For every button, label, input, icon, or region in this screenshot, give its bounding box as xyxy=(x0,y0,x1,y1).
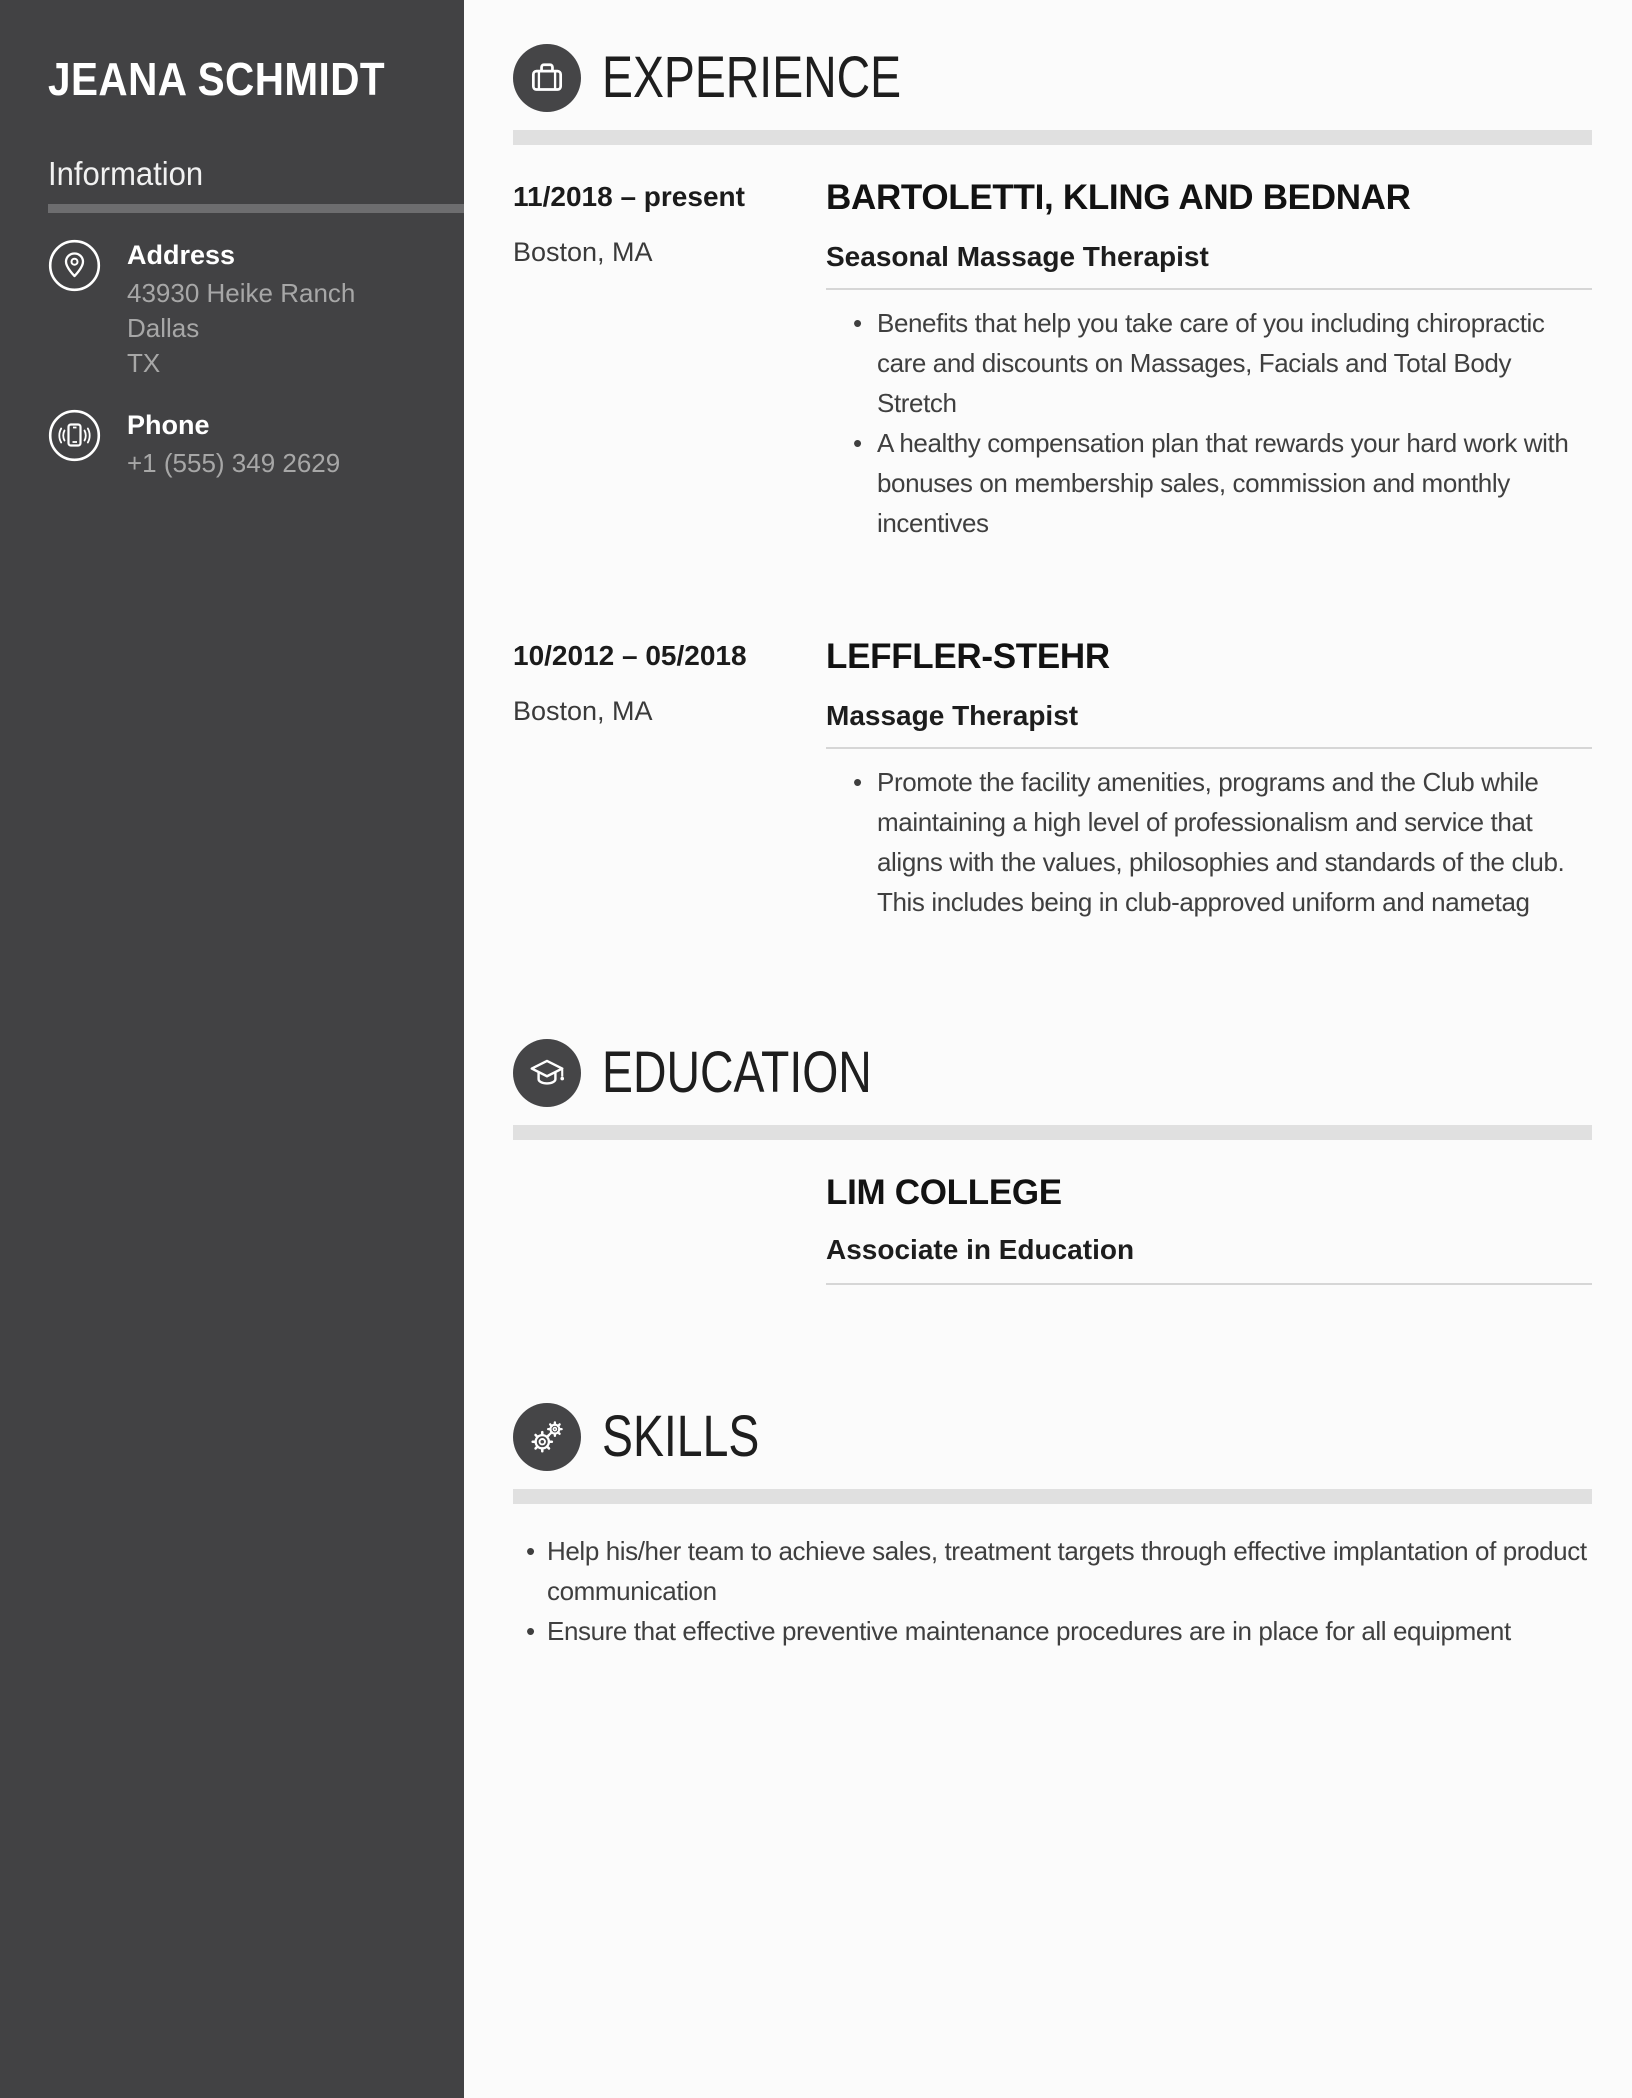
phone-number: +1 (555) 349 2629 xyxy=(127,448,341,479)
graduation-cap-icon xyxy=(513,1039,581,1107)
sidebar xyxy=(0,0,464,2098)
degree-name: Associate in Education xyxy=(826,1233,1135,1265)
experience-entry xyxy=(513,636,1592,922)
location-pin-icon xyxy=(48,239,101,292)
entry-body xyxy=(826,636,1592,922)
entry-divider xyxy=(826,288,1592,290)
contact-phone-text xyxy=(127,409,340,481)
skills-bullet-list xyxy=(513,1531,1592,1651)
skill-bullet: • Help his/her team to achieve sales, treatment targets through effective implantation of product communication xyxy=(513,1531,1592,1611)
entry-body xyxy=(826,180,1592,543)
company-name: BARTOLETTI, KLING AND BEDNAR xyxy=(826,178,1411,217)
job-bullet: • Promote the facility amenities, programs and the Club while maintaining a high level of professionalism and service that aligns with the values, philosophies and standards of the club. This includes being in club-approved uniform and nametag xyxy=(826,762,1592,922)
phone-icon xyxy=(48,409,101,462)
experience-entry xyxy=(513,180,1592,543)
education-entry xyxy=(513,1172,1592,1285)
main-content xyxy=(464,0,1632,1651)
education-header xyxy=(513,1039,1592,1107)
education-title: EDUCATION xyxy=(602,1039,872,1105)
contact-label: Address xyxy=(127,239,236,270)
job-bullet: • Benefits that help you take care of you including chiropractic care and discounts on Massages, Facials and Total Body Stretch xyxy=(826,303,1592,423)
entry-meta xyxy=(513,639,826,922)
skills-title: SKILLS xyxy=(602,1403,760,1469)
section-underline-bar xyxy=(513,1489,1592,1504)
contact-address-text xyxy=(127,239,355,381)
entry-date: 10/2012 – 05/2018 xyxy=(513,639,747,671)
job-bullet-list xyxy=(826,303,1592,543)
company-name: LEFFLER-STEHR xyxy=(826,636,1110,676)
gears-icon xyxy=(513,1403,581,1471)
sidebar-divider xyxy=(48,204,464,213)
school-name: LIM COLLEGE xyxy=(826,1172,1062,1212)
entry-meta xyxy=(513,1175,826,1285)
education-section xyxy=(513,1039,1592,1285)
entry-divider xyxy=(826,1283,1592,1285)
skills-header xyxy=(513,1403,1592,1471)
address-line: 43930 Heike Ranch xyxy=(127,277,356,308)
section-underline-bar xyxy=(513,1125,1592,1140)
contact-address-row xyxy=(48,239,464,381)
job-title: Seasonal Massage Therapist xyxy=(826,240,1209,272)
entry-location: Boston, MA xyxy=(513,695,653,726)
experience-section xyxy=(513,44,1592,922)
candidate-name: JEANA SCHMIDT xyxy=(48,53,386,105)
entry-date: 11/2018 – present xyxy=(513,181,745,212)
job-title: Massage Therapist xyxy=(826,699,1079,731)
address-line: TX xyxy=(127,347,161,378)
contact-label: Phone xyxy=(127,409,210,440)
skills-section xyxy=(513,1403,1592,1651)
entry-meta xyxy=(513,180,826,543)
skill-bullet: • Ensure that effective preventive maintenance procedures are in place for all equipment xyxy=(513,1611,1592,1651)
address-line: Dallas xyxy=(127,312,200,343)
contact-phone-row xyxy=(48,409,464,481)
experience-title: EXPERIENCE xyxy=(602,45,902,110)
experience-header xyxy=(513,44,1592,112)
job-bullet-list xyxy=(826,762,1592,922)
briefcase-icon xyxy=(513,44,581,112)
entry-location: Boston, MA xyxy=(513,236,653,267)
section-underline-bar xyxy=(513,130,1592,145)
entry-body xyxy=(826,1172,1592,1285)
sidebar-section-title: Information xyxy=(48,155,204,192)
job-bullet: • A healthy compensation plan that rewards your hard work with bonuses on membership sales, commission and monthly incentives xyxy=(826,423,1592,543)
entry-divider xyxy=(826,747,1592,749)
